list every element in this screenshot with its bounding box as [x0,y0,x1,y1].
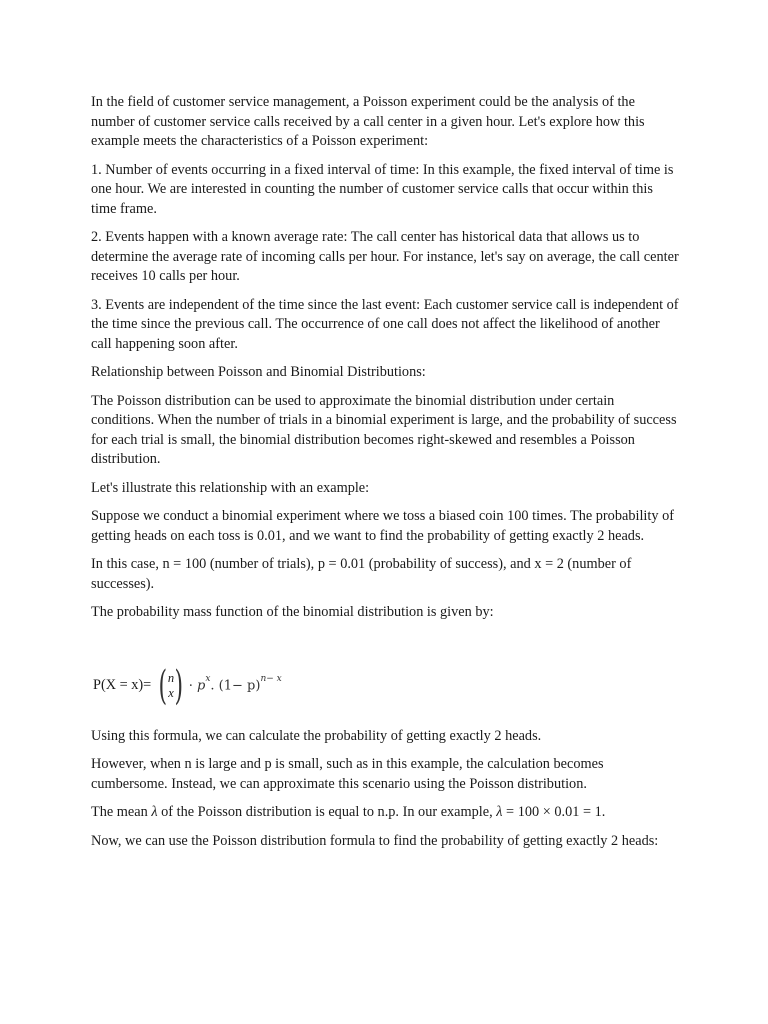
paragraph-intro: In the field of customer service management, a Poisson experiment could be the analysis of the number of customer service calls received by a call center in a given hour. Let's explore how this example meets the characteristics of a Poisson experiment: [91,94,645,149]
paragraph-illustrate: Let's illustrate this relationship with an example: [91,479,370,496]
mean-text-c: = 100 × 0.01 = 1. [502,804,606,820]
binomial-pmf-formula [93,663,681,709]
document-body [91,93,681,860]
formula-p: p [196,678,206,694]
mean-text-b: of the Poisson distribution is equal to n.p. In our example, [157,804,497,820]
paragraph-cumbersome: However, when n is large and p is small, such as in this example, the calculation becomes cumbersome. Instead, we can approximate this scenario using the Poisson distribution. [91,756,604,792]
paragraph-approximation: The Poisson distribution can be used to approximate the binomial distribution under certain conditions. When the number of trials in a binomial experiment is large, and the probability of success for each trial is small, the binomial distribution becomes right-skewed and resembles a Poisson distribution. [91,392,677,467]
formula-exp-n-minus-x: n− x [260,674,282,685]
lambda-symbol: λ [496,804,503,820]
paragraph-average-rate: 2. Events happen with a known average rate: The call center has historical data that allows us to determine the average rate of incoming calls per hour. For instance, let's say on average, the call center receives 10 calls per hour. [91,229,679,284]
formula-exp-x: x [205,674,211,685]
paragraph-coin-example: Suppose we conduct a binomial experiment where we toss a biased coin 100 times. The probability of getting heads on each toss is 0.01, and we want to find the probability of getting exactly 2 heads. [91,508,674,544]
paragraph-pmf-intro: The probability mass function of the binomial distribution is given by: [91,604,494,620]
formula-dot-1: · [188,678,193,694]
left-paren: ( [158,662,168,709]
binomial-coefficient [155,662,186,709]
paragraph-mean-lambda [91,803,681,823]
binomial-stack [168,671,174,701]
right-paren: ) [174,662,184,709]
paragraph-parameters: In this case, n = 100 (number of trials), p = 0.01 (probability of success), and x = 2 (number of successes). [91,556,632,592]
formula-one-minus-p: (1− p) [218,678,261,694]
formula-rhs [188,674,282,694]
binom-bottom: x [168,685,174,700]
paragraph-poisson-formula-intro: Now, we can use the Poisson distribution formula to find the probability of getting exactly 2 heads: [91,832,659,849]
paragraph-independence: 3. Events are independent of the time since the last event: Each customer service call is independent of the time since the previous call. The occurrence of one call does not affect the likelihood of another call happening soon after. [91,296,679,352]
mean-text-a: The mean [91,804,152,820]
paragraph-fixed-interval: 1. Number of events occurring in a fixed interval of time: In this example, the fixed interval of time is one hour. We are interested in counting the number of customer service calls that occur within this time frame. [91,161,674,217]
section-heading-relationship: Relationship between Poisson and Binomial Distributions: [91,364,426,380]
binom-top: n [167,670,175,685]
paragraph-using-formula: Using this formula, we can calculate the probability of getting exactly 2 heads. [91,727,542,744]
formula-dot-2: . [210,678,215,694]
lambda-symbol: λ [151,804,158,820]
formula-lhs: P(X = x)= [93,677,152,693]
